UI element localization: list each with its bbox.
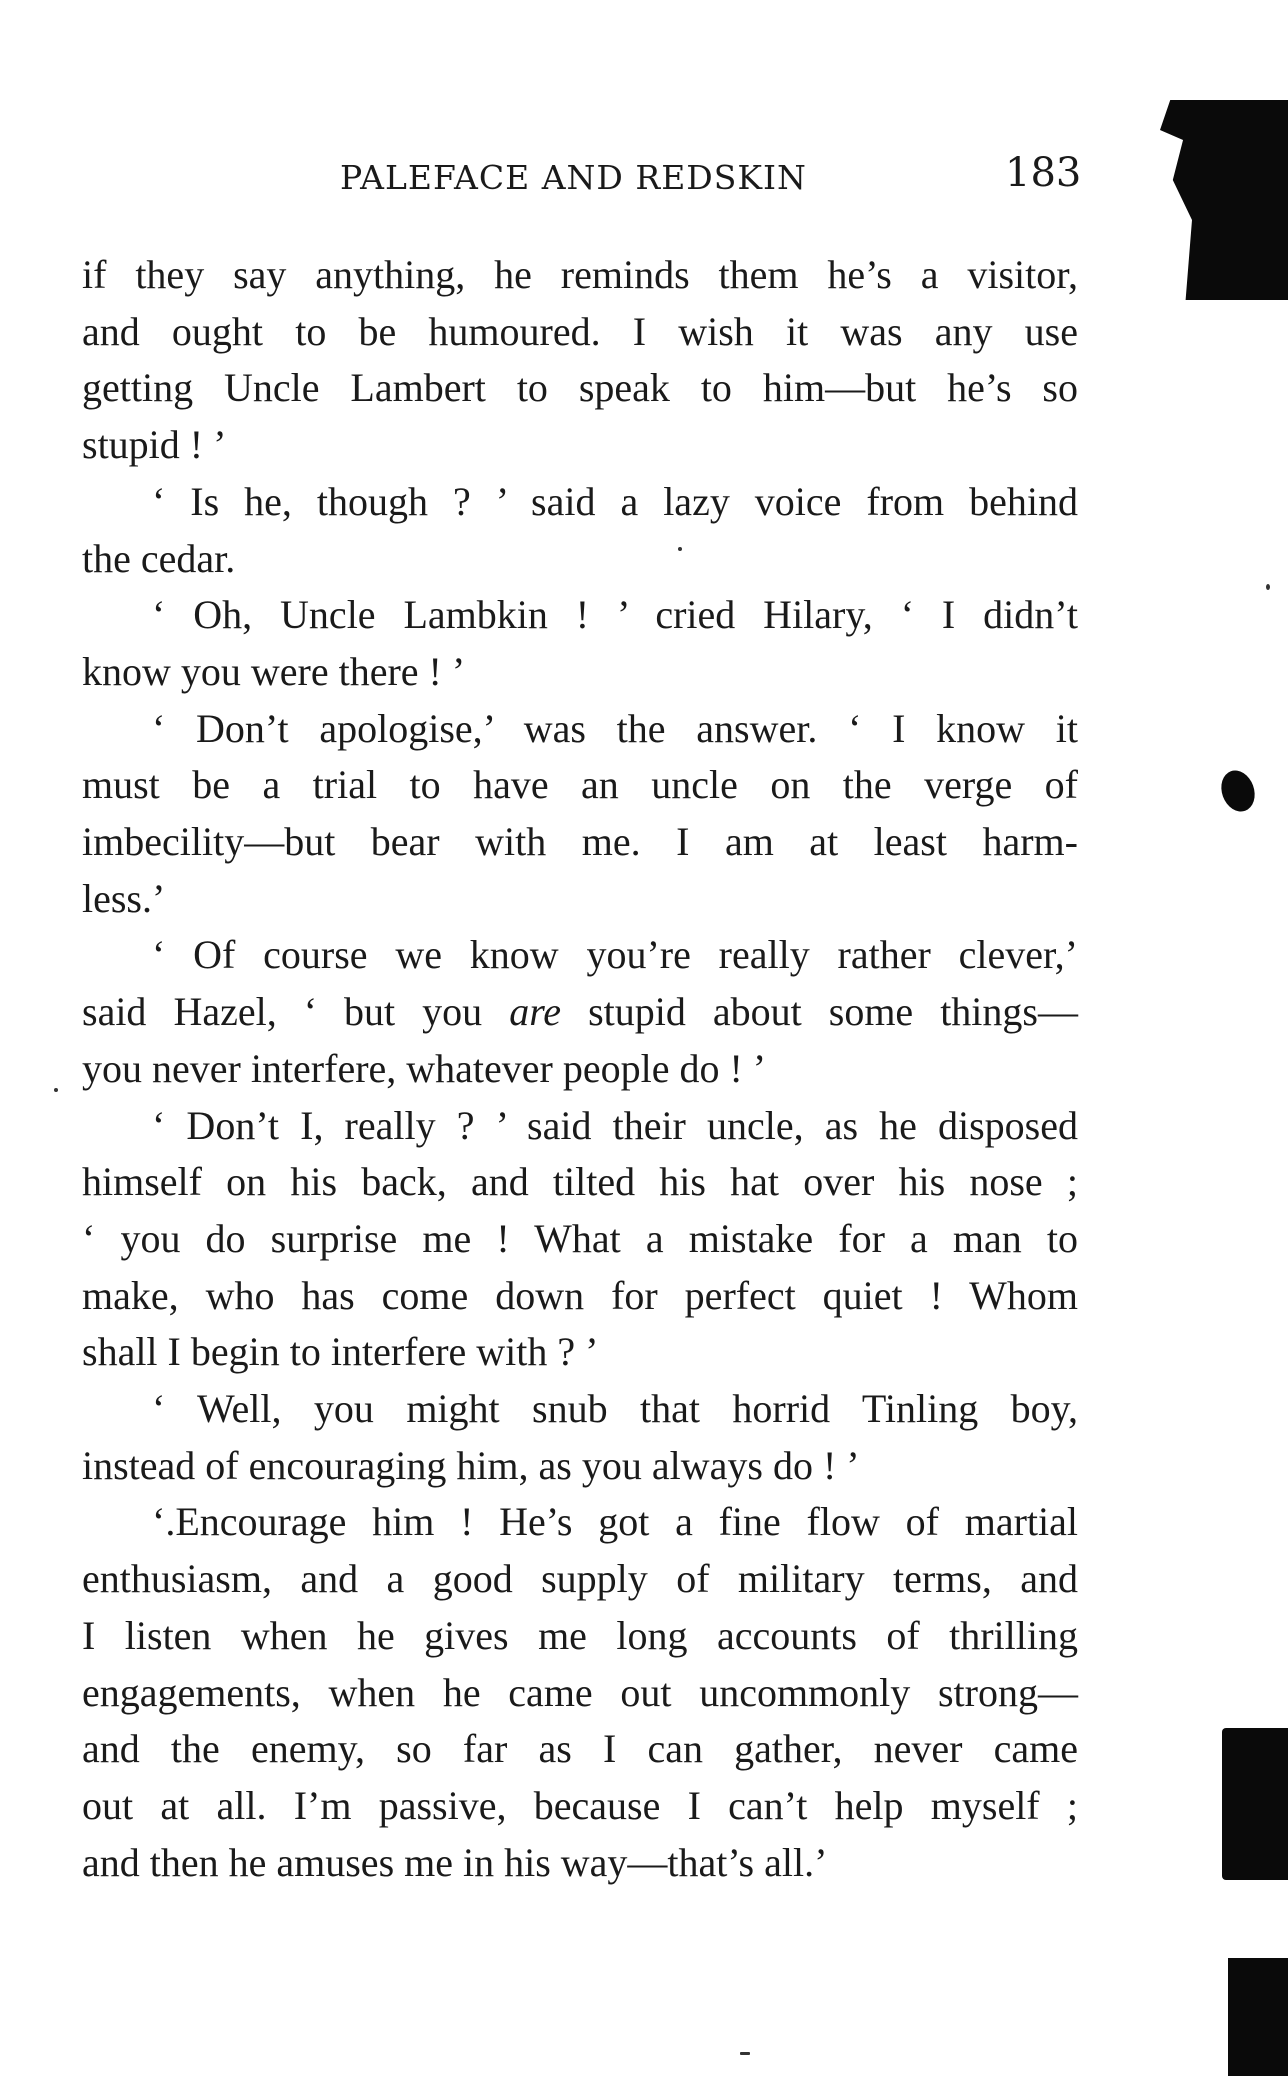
text-line: I listen when he gives me long accounts of thrilling bbox=[82, 1612, 1078, 1658]
page-number: 183 bbox=[1005, 150, 1082, 196]
scan-artifact bbox=[1216, 766, 1260, 816]
scan-speck bbox=[678, 547, 682, 551]
text-line: ‘ Of course we know you’re really rather clever,’ bbox=[152, 932, 1078, 978]
italic-word: are bbox=[509, 989, 562, 1035]
text-line: you never interfere, whatever people do ! ’ bbox=[82, 1045, 767, 1091]
text-line: and ought to be humoured. I wish it was any use bbox=[82, 308, 1078, 354]
text-line: the cedar. bbox=[82, 535, 236, 581]
text-line: ‘ Well, you might snub that horrid Tinling boy, bbox=[152, 1386, 1078, 1432]
text-line: must be a trial to have an uncle on the verge of bbox=[82, 762, 1078, 808]
scan-artifact bbox=[1160, 100, 1288, 300]
text-line: shall I begin to interfere with ? ’ bbox=[82, 1329, 599, 1375]
text-line: himself on his back, and tilted his hat over his nose ; bbox=[82, 1159, 1078, 1205]
scan-speck bbox=[740, 2052, 750, 2055]
text-line bbox=[82, 984, 1078, 1041]
text-line: enthusiasm, and a good supply of military terms, and bbox=[82, 1556, 1078, 1602]
text-line: and the enemy, so far as I can gather, never came bbox=[82, 1726, 1078, 1772]
running-title: PALEFACE AND REDSKIN bbox=[340, 158, 807, 197]
text-line: imbecility—but bear with me. I am at least harm- bbox=[82, 819, 1078, 865]
text-line: stupid ! ’ bbox=[82, 422, 227, 468]
text-line: ‘ Is he, though ? ’ said a lazy voice from behind bbox=[152, 478, 1078, 524]
text-line: ‘ Oh, Uncle Lambkin ! ’ cried Hilary, ‘ I didn’t bbox=[152, 592, 1078, 638]
text-line: ‘.Encourage him ! He’s got a fine flow of martial bbox=[152, 1499, 1078, 1545]
text-line: and then he amuses me in his way—that’s all.’ bbox=[82, 1839, 828, 1885]
text-line: make, who has come down for perfect quiet ! Whom bbox=[82, 1272, 1078, 1318]
scan-artifact bbox=[1222, 1728, 1288, 1880]
body-text bbox=[82, 247, 1078, 1891]
text-line: less.’ bbox=[82, 875, 166, 921]
text-line: ‘ Don’t I, really ? ’ said their uncle, as he disposed bbox=[152, 1102, 1078, 1148]
text-line: if they say anything, he reminds them he’s a visitor, bbox=[82, 252, 1078, 297]
text-line: ‘ Don’t apologise,’ was the answer. ‘ I know it bbox=[152, 705, 1078, 751]
scan-speck bbox=[1266, 584, 1270, 590]
text-segment: stupid about some things— bbox=[588, 989, 1078, 1035]
scan-artifact bbox=[1228, 1958, 1288, 2076]
scan-speck bbox=[54, 1088, 58, 1092]
text-line: know you were there ! ’ bbox=[82, 648, 466, 694]
text-line: instead of encouraging him, as you always do ! ’ bbox=[82, 1442, 860, 1488]
text-line: getting Uncle Lambert to speak to him—but he’s so bbox=[82, 365, 1078, 411]
text-line: engagements, when he came out uncommonly strong— bbox=[82, 1669, 1078, 1715]
text-line: out at all. I’m passive, because I can’t help myself ; bbox=[82, 1782, 1078, 1828]
text-segment: said Hazel, ‘ but you bbox=[82, 989, 483, 1035]
text-line: ‘ you do surprise me ! What a mistake for a man to bbox=[82, 1215, 1078, 1261]
